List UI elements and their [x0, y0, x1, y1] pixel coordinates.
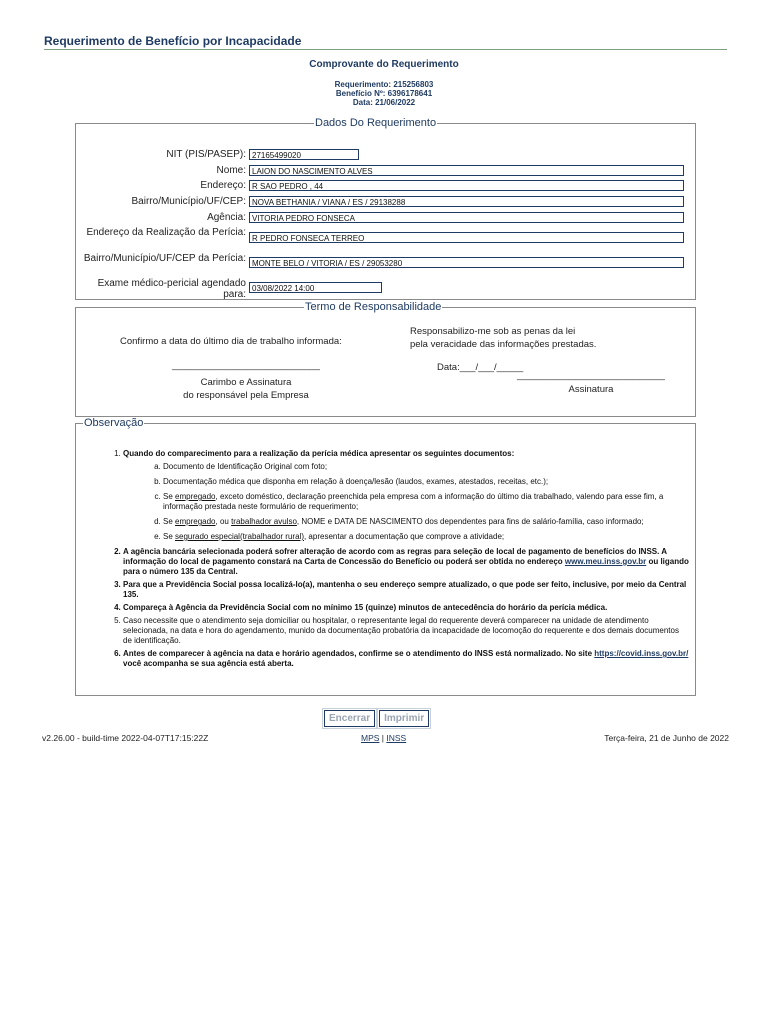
- requerimento-number: Requerimento: 215256803: [334, 80, 434, 89]
- field-row-bairro: [76, 196, 249, 207]
- dados-legend: Dados Do Requerimento: [315, 117, 437, 129]
- field-value-agencia: VITORIA PEDRO FONSECA: [249, 212, 684, 223]
- field-row-nome: [76, 165, 249, 176]
- page-header: [44, 34, 727, 50]
- page-title: Requerimento de Benefício por Incapacidade: [44, 34, 302, 48]
- termo-left-signature-label: [156, 376, 336, 402]
- termo-right-line1: Responsabilizo-me sob as penas da lei: [410, 326, 576, 337]
- covid-inss-link[interactable]: https://covid.inss.gov.br/: [594, 649, 689, 658]
- termo-legend: Termo de Responsabilidade: [305, 301, 442, 313]
- observacao-section: [75, 417, 696, 696]
- field-row-bairro-pericia: [76, 253, 249, 264]
- dados-requerimento-section: [75, 117, 696, 300]
- obs-item-6: 6. Antes de comparecer à agência na data e horário agendados, confirme se o atendimento do INSS está normalizado. No site https://covid.inss.gov.br/ você acompanha se sua agência está aberta.: [123, 649, 689, 669]
- termo-left-text: Confirmo a data do último dia de trabalho informada:: [120, 336, 342, 347]
- responsavel-label: do responsável pela Empresa: [183, 390, 309, 401]
- termo-date-field: Data:___/___/_____: [437, 362, 524, 373]
- field-value-endereco-pericia: R PEDRO FONSECA TERREO: [249, 232, 684, 243]
- field-label: Agência:: [207, 212, 246, 223]
- field-value-bairro: NOVA BETHANIA / VIANA / ES / 29138288: [249, 196, 684, 207]
- obs-item-5: 5. Caso necessite que o atendimento seja domiciliar ou hospitalar, o representante legal do requerente deverá comparecer na unidade de atendimento selecionada, na data e hora do agendamento, munido da documentação probatória da incapacidade de locomoção do requerente e dos demais documentos de identificação.: [123, 616, 689, 646]
- mps-link[interactable]: MPS: [361, 733, 380, 743]
- field-value-exame: 03/08/2022 14:00: [249, 282, 382, 293]
- action-buttons: [324, 710, 429, 727]
- field-row-endereco: [76, 180, 249, 191]
- beneficio-number: Benefício Nº: 6396178641: [335, 89, 433, 98]
- inss-link[interactable]: INSS: [386, 733, 407, 743]
- field-value-nome: LAION DO NASCIMENTO ALVES: [249, 165, 684, 176]
- field-row-endereco-pericia: [76, 227, 249, 238]
- observacao-list: [111, 449, 689, 672]
- footer-links: [361, 733, 406, 743]
- termo-right-text: [410, 325, 596, 351]
- termo-responsabilidade-section: [75, 301, 696, 417]
- field-label: Endereço:: [200, 180, 246, 191]
- obs-item-1: 1. Quando do comparecimento para a realização da perícia médica apresentar os seguintes documentos: a. Documento de Identificação Original com foto; b. Documentação médica que disponha em relação à doença/lesão (laudos, exames, atestados, receitas, etc.); c. Se empregado, exceto doméstico, declaração preenchida pela empresa com a informação do último dia trabalhado, valendo para esse fim, a informação prestada neste formulário de requerimento; d. Se empregado, ou trabalhador avulso, NOME e DATA DE NASCIMENTO dos dependentes para fins de salário-família, caso informado; e. Se segurado especial(trabalhador rural), apresentar a documentação que comprove a atividade;: [123, 449, 689, 542]
- obs-sub-e: e. Se segurado especial(trabalhador rural), apresentar a documentação que comprove a atividade;: [163, 532, 689, 542]
- carimbo-label: Carimbo e Assinatura: [200, 377, 292, 388]
- requerimento-date: Data: 21/06/2022: [352, 98, 416, 107]
- field-label: NIT (PIS/PASEP):: [166, 149, 246, 160]
- field-row-agencia: [76, 212, 249, 223]
- field-value-endereco: R SAO PEDRO , 44: [249, 180, 684, 191]
- obs-sub-d: d. Se empregado, ou trabalhador avulso, NOME e DATA DE NASCIMENTO dos dependentes para fins de salário-família, caso informado;: [163, 517, 689, 527]
- termo-left-signature-line: ____________________________: [172, 360, 320, 371]
- obs-item-3: 3. Para que a Previdência Social possa localizá-lo(a), mantenha o seu endereço sempre atualizado, o que pode ser feito, inclusive, por meio da Central 135.: [123, 580, 689, 600]
- field-label: Endereço da Realização da Perícia:: [86, 227, 246, 238]
- comprovante-meta: [0, 80, 768, 107]
- obs-sub-b: b. Documentação médica que disponha em relação à doença/lesão (laudos, exames, atestados, receitas, etc.);: [163, 477, 689, 487]
- termo-right-signature-label: Assinatura: [568, 384, 614, 395]
- imprimir-button[interactable]: Imprimir: [379, 710, 429, 727]
- observacao-legend: Observação: [84, 417, 144, 429]
- comprovante-title: Comprovante do Requerimento: [309, 59, 459, 70]
- obs-sub-a: a. Documento de Identificação Original com foto;: [163, 462, 689, 472]
- meu-inss-link[interactable]: www.meu.inss.gov.br: [564, 557, 647, 566]
- obs-item-2: 2. A agência bancária selecionada poderá sofrer alteração de acordo com as regras para seleção de local de pagamento de benefícios do INSS. A informação do local de pagamento constará na Carta de Concessão do Benefício ou poderá ser obtida no endereço www.meu.inss.gov.br ou ligando para o número 135 da Central.: [123, 547, 689, 577]
- field-label: Bairro/Município/UF/CEP:: [131, 196, 246, 207]
- field-value-bairro-pericia: MONTE BELO / VITORIA / ES / 29053280: [249, 257, 684, 268]
- field-label: Nome:: [216, 165, 246, 176]
- encerrar-button[interactable]: Encerrar: [324, 710, 375, 727]
- obs-item-4: 4. Compareça à Agência da Previdência Social com no mínimo 15 (quinze) minutos de antecedência do horário da perícia médica.: [123, 603, 689, 613]
- footer-separator: |: [379, 733, 387, 743]
- footer-date: Terça-feira, 21 de Junho de 2022: [604, 733, 729, 743]
- field-label: Bairro/Município/UF/CEP da Perícia:: [83, 253, 246, 264]
- field-row-nit: [76, 149, 249, 160]
- field-row-exame: [76, 278, 249, 300]
- field-value-nit: 27165499020: [249, 149, 359, 160]
- termo-right-signature-line: ____________________________: [517, 370, 665, 381]
- obs-sub-c: c. Se empregado, exceto doméstico, declaração preenchida pela empresa com a informação do último dia trabalhado, valendo para esse fim, a informação prestada neste formulário de requerimento;: [163, 492, 689, 512]
- field-label: Exame médico-pericial agendado para:: [97, 278, 246, 300]
- termo-right-line2: pela veracidade das informações prestadas.: [410, 339, 597, 350]
- footer-version: v2.26.00 - build-time 2022-04-07T17:15:22Z: [42, 733, 209, 743]
